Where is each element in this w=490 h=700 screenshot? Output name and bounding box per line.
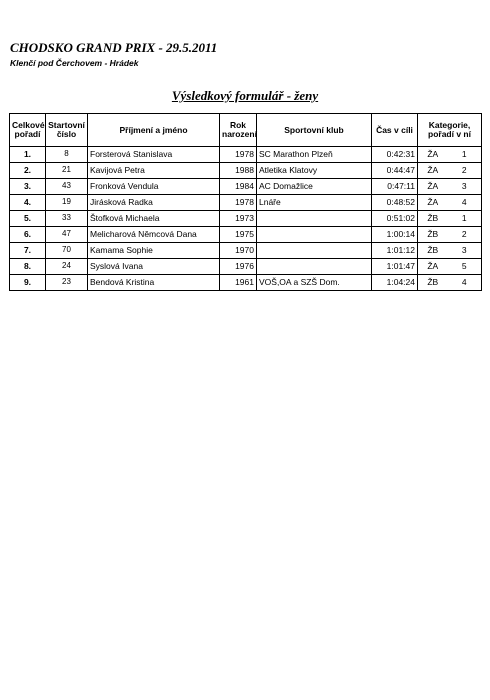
cell-category-order: 2 xyxy=(448,163,482,179)
cell-category: ŽA xyxy=(418,195,448,211)
cell-club xyxy=(257,227,372,243)
table-row xyxy=(10,275,482,291)
cell-category: ŽA xyxy=(418,163,448,179)
cell-rank: 6. xyxy=(10,227,46,243)
cell-club xyxy=(257,243,372,259)
cell-rank: 3. xyxy=(10,179,46,195)
cell-category: ŽA xyxy=(418,147,448,163)
cell-club: SC Marathon Plzeň xyxy=(257,147,372,163)
header-birth-year: Rok narození xyxy=(220,114,257,147)
cell-name: Forsterová Stanislava xyxy=(88,147,220,163)
race-title: CHODSKO GRAND PRIX - 29.5.2011 xyxy=(10,40,218,55)
cell-category: ŽB xyxy=(418,211,448,227)
cell-club: Atletika Klatovy xyxy=(257,163,372,179)
cell-start-number: 8 xyxy=(46,147,88,163)
race-location: Klenčí pod Čerchovem - Hrádek xyxy=(10,58,139,68)
cell-rank: 5. xyxy=(10,211,46,227)
cell-rank: 2. xyxy=(10,163,46,179)
cell-name: Kamama Sophie xyxy=(88,243,220,259)
cell-start-number: 47 xyxy=(46,227,88,243)
cell-finish-time: 1:04:24 xyxy=(372,275,418,291)
cell-name: Kavijová Petra xyxy=(88,163,220,179)
cell-rank: 1. xyxy=(10,147,46,163)
cell-name: Syslová Ivana xyxy=(88,259,220,275)
header-category: Kategorie, pořadí v ní xyxy=(418,114,482,147)
header-club: Sportovní klub xyxy=(257,114,372,147)
table-row xyxy=(10,179,482,195)
cell-name: Jirásková Radka xyxy=(88,195,220,211)
header-finish-time: Čas v cíli xyxy=(372,114,418,147)
cell-club xyxy=(257,211,372,227)
cell-category-order: 3 xyxy=(448,179,482,195)
cell-start-number: 43 xyxy=(46,179,88,195)
cell-category: ŽB xyxy=(418,243,448,259)
cell-category-order: 3 xyxy=(448,243,482,259)
cell-birth-year: 1961 xyxy=(220,275,257,291)
cell-finish-time: 1:00:14 xyxy=(372,227,418,243)
table-row xyxy=(10,147,482,163)
cell-category-order: 2 xyxy=(448,227,482,243)
cell-category-order: 4 xyxy=(448,275,482,291)
table-row xyxy=(10,211,482,227)
cell-category: ŽA xyxy=(418,259,448,275)
cell-category-order: 4 xyxy=(448,195,482,211)
cell-start-number: 33 xyxy=(46,211,88,227)
form-title-text: Výsledkový formulář - ženy xyxy=(171,88,319,103)
form-title xyxy=(0,88,490,104)
results-table xyxy=(9,113,482,291)
cell-birth-year: 1978 xyxy=(220,195,257,211)
cell-club: Lnáře xyxy=(257,195,372,211)
table-row xyxy=(10,195,482,211)
table-row xyxy=(10,227,482,243)
cell-finish-time: 1:01:47 xyxy=(372,259,418,275)
cell-rank: 4. xyxy=(10,195,46,211)
cell-name: Štofková Michaela xyxy=(88,211,220,227)
results-body xyxy=(10,147,482,291)
cell-start-number: 23 xyxy=(46,275,88,291)
cell-finish-time: 0:44:47 xyxy=(372,163,418,179)
cell-birth-year: 1973 xyxy=(220,211,257,227)
cell-finish-time: 0:42:31 xyxy=(372,147,418,163)
cell-birth-year: 1975 xyxy=(220,227,257,243)
cell-birth-year: 1988 xyxy=(220,163,257,179)
cell-club xyxy=(257,259,372,275)
cell-name: Melicharová Němcová Dana xyxy=(88,227,220,243)
header-rank: Celkové pořadí xyxy=(10,114,46,147)
cell-category: ŽB xyxy=(418,275,448,291)
cell-category-order: 5 xyxy=(448,259,482,275)
cell-rank: 9. xyxy=(10,275,46,291)
cell-start-number: 21 xyxy=(46,163,88,179)
cell-birth-year: 1984 xyxy=(220,179,257,195)
table-row xyxy=(10,259,482,275)
table-row xyxy=(10,163,482,179)
header-name: Příjmení a jméno xyxy=(88,114,220,147)
cell-category-order: 1 xyxy=(448,211,482,227)
cell-birth-year: 1978 xyxy=(220,147,257,163)
cell-rank: 7. xyxy=(10,243,46,259)
cell-birth-year: 1970 xyxy=(220,243,257,259)
cell-start-number: 24 xyxy=(46,259,88,275)
cell-start-number: 19 xyxy=(46,195,88,211)
table-row xyxy=(10,243,482,259)
cell-finish-time: 1:01:12 xyxy=(372,243,418,259)
cell-club: AC Domažlice xyxy=(257,179,372,195)
cell-finish-time: 0:48:52 xyxy=(372,195,418,211)
cell-start-number: 70 xyxy=(46,243,88,259)
header-start-number: Startovní číslo xyxy=(46,114,88,147)
cell-category: ŽB xyxy=(418,227,448,243)
cell-rank: 8. xyxy=(10,259,46,275)
cell-club: VOŠ,OA a SZŠ Dom. xyxy=(257,275,372,291)
cell-birth-year: 1976 xyxy=(220,259,257,275)
cell-name: Fronková Vendula xyxy=(88,179,220,195)
cell-category: ŽA xyxy=(418,179,448,195)
header-row xyxy=(10,114,482,147)
cell-category-order: 1 xyxy=(448,147,482,163)
cell-name: Bendová Kristina xyxy=(88,275,220,291)
cell-finish-time: 0:51:02 xyxy=(372,211,418,227)
cell-finish-time: 0:47:11 xyxy=(372,179,418,195)
